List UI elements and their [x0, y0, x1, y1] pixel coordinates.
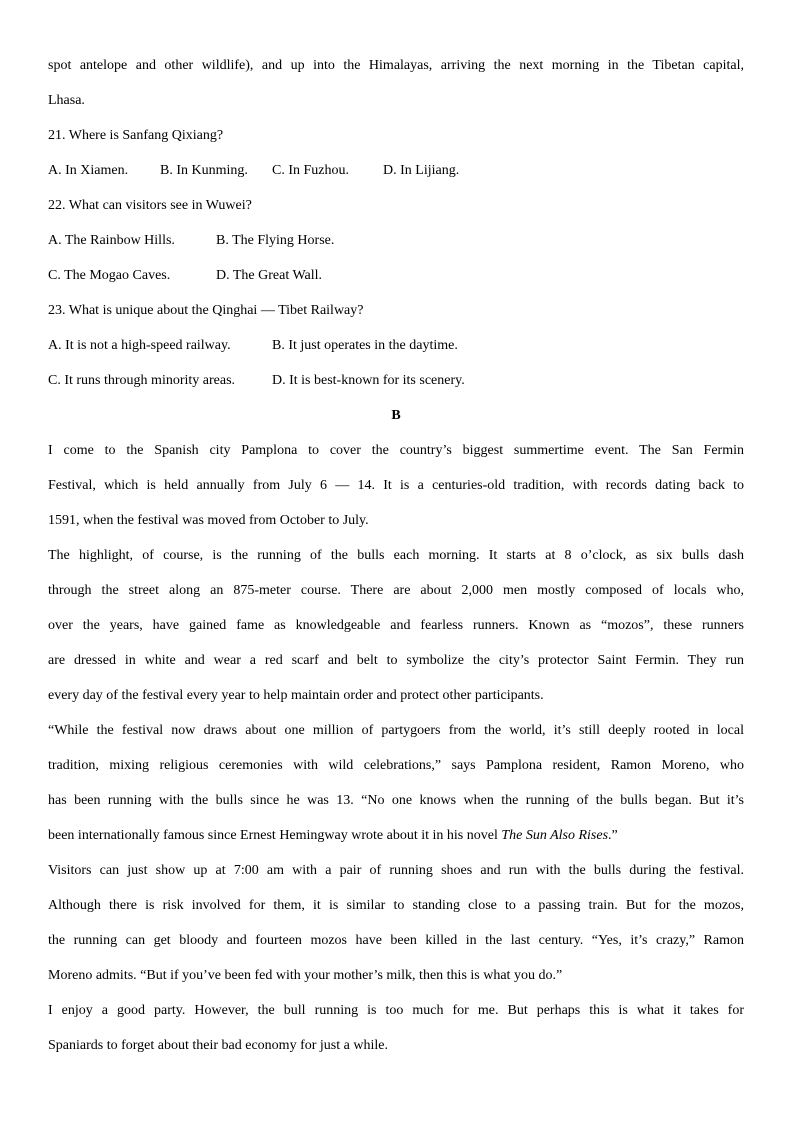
- paragraph-line: Spaniards to forget about their bad economy for just a while.: [48, 1038, 388, 1053]
- paragraph-line: the running can get bloody and fourteen mozos have been killed in the last century. “Yes, it’s crazy,” Ramon: [48, 933, 744, 948]
- section-heading: B: [391, 408, 401, 423]
- question-21-stem: 21. Where is Sanfang Qixiang?: [48, 128, 224, 143]
- option: B. It just operates in the daytime.: [272, 338, 458, 353]
- paragraph-line: The highlight, of course, is the running of the bulls each morning. It starts at 8 o’clock, as six bulls dash: [48, 548, 744, 563]
- passage-a-line: Lhasa.: [48, 93, 85, 108]
- option: C. The Mogao Caves.: [48, 268, 171, 283]
- paragraph-line: every day of the festival every year to help maintain order and protect other participants.: [48, 688, 544, 703]
- option: C. In Fuzhou.: [272, 163, 349, 178]
- option: D. It is best-known for its scenery.: [272, 373, 465, 388]
- option: B. In Kunming.: [160, 163, 248, 178]
- option: B. The Flying Horse.: [216, 233, 335, 248]
- option: D. In Lijiang.: [383, 163, 460, 178]
- paragraph-line: Moreno admits. “But if you’ve been fed with your mother’s milk, then this is what you do.”: [48, 968, 563, 983]
- paragraph-line: Visitors can just show up at 7:00 am with a pair of running shoes and run with the bulls during the festival.: [48, 863, 744, 878]
- question-23-options: [48, 335, 744, 370]
- paragraph-line: are dressed in white and wear a red scarf and belt to symbolize the city’s protector Saint Fermin. They run: [48, 653, 744, 668]
- question-22-options: [48, 230, 744, 265]
- paragraph-line: through the street along an 875-meter course. There are about 2,000 men mostly composed of locals who,: [48, 583, 744, 598]
- question-22-options: [48, 265, 744, 300]
- paragraph-line: over the years, have gained fame as knowledgeable and fearless runners. Known as “mozos”, these runners: [48, 618, 744, 633]
- passage-a-line: spot antelope and other wildlife), and up into the Himalayas, arriving the next morning in the Tibetan capital,: [48, 58, 744, 73]
- option: D. The Great Wall.: [216, 268, 323, 283]
- option: C. It runs through minority areas.: [48, 373, 236, 388]
- paragraph-line: I enjoy a good party. However, the bull running is too much for me. But perhaps this is what it takes for: [48, 1003, 744, 1018]
- paragraph-line: has been running with the bulls since he was 13. “No one knows when the running of the bulls began. But it’s: [48, 793, 744, 808]
- document-page: [48, 55, 744, 1070]
- text-segment: .”: [608, 828, 618, 843]
- option: A. In Xiamen.: [48, 163, 129, 178]
- paragraph-line: Although there is risk involved for them, it is similar to standing close to a passing train. But for the mozos,: [48, 898, 744, 913]
- text-segment: been internationally famous since Ernest Hemingway wrote about it in his novel: [48, 828, 502, 843]
- paragraph-line: “While the festival now draws about one million of partygoers from the world, it’s still deeply rooted in local: [48, 723, 744, 738]
- paragraph-line: Festival, which is held annually from July 6 — 14. It is a centuries-old tradition, with records dating back to: [48, 478, 744, 493]
- question-21-options: [48, 160, 744, 195]
- option: A. The Rainbow Hills.: [48, 233, 175, 248]
- paragraph-line: 1591, when the festival was moved from October to July.: [48, 513, 369, 528]
- question-23-stem: 23. What is unique about the Qinghai — Tibet Railway?: [48, 303, 364, 318]
- question-23-options: [48, 370, 744, 405]
- paragraph-line: [48, 825, 744, 860]
- paragraph-line: tradition, mixing religious ceremonies with wild celebrations,” says Pamplona resident, Ramon Moreno, who: [48, 758, 744, 773]
- question-22-stem: 22. What can visitors see in Wuwei?: [48, 198, 252, 213]
- option: A. It is not a high-speed railway.: [48, 338, 231, 353]
- novel-title: The Sun Also Rises: [501, 828, 609, 843]
- paragraph-line: I come to the Spanish city Pamplona to cover the country’s biggest summertime event. The San Fermin: [48, 443, 744, 458]
